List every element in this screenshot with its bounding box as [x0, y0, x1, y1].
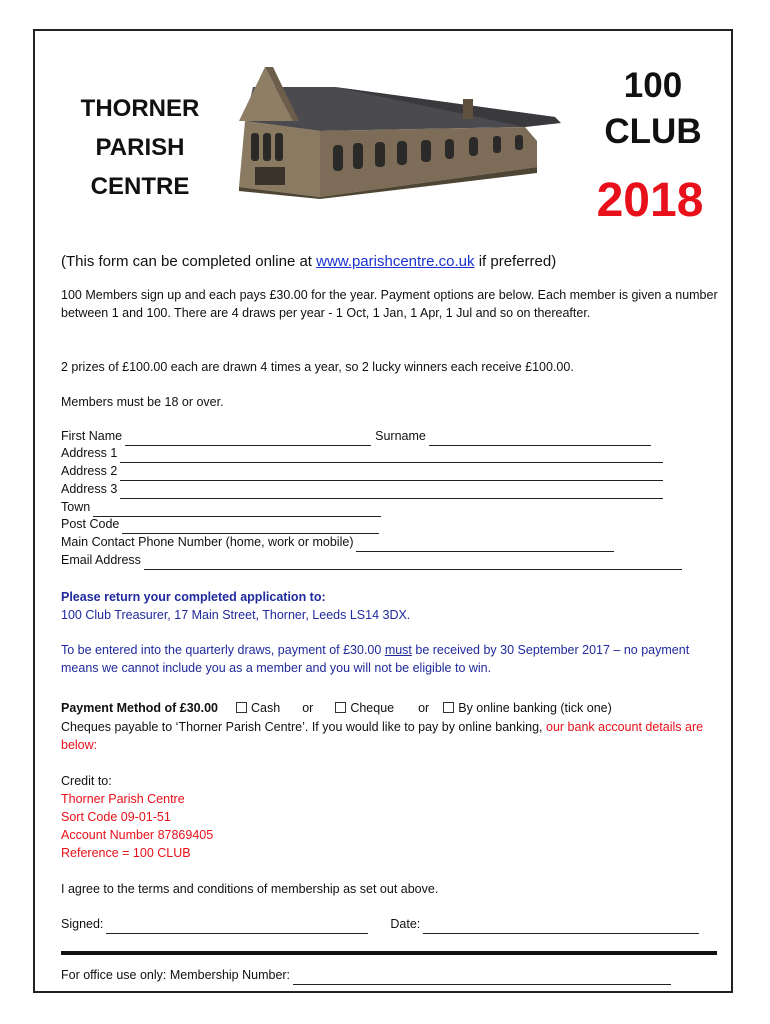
cheque-checkbox[interactable] [335, 702, 346, 713]
title-line-3: CENTRE [90, 173, 190, 200]
payment-note-part2: be received by 30 September 2017 – no payment means we cannot include you as a member and you will not be eligible to win. [61, 643, 690, 675]
intro-paragraph-1: 100 Members sign up and each pays £30.00 for the year. Payment options are below. Each member is given a number between 1 and 100. There are 4 draws per year - 1 Oct, 1 Jan, 1 Apr, 1 Jul and so on thereafter. [61, 288, 718, 320]
signature-field[interactable] [106, 921, 368, 934]
address3-field[interactable] [120, 486, 663, 499]
office-use-row [61, 967, 721, 985]
online-banking-label: By online banking (tick one) [458, 701, 612, 715]
town-label: Town [61, 500, 91, 514]
phone-label: Main Contact Phone Number (home, work or mobile) [61, 535, 354, 549]
credit-to-label: Credit to: [61, 774, 112, 788]
address2-row [61, 463, 721, 481]
email-row [61, 552, 721, 570]
surname-label: Surname [375, 429, 426, 443]
signature-row [61, 916, 721, 934]
cheques-payable-note [61, 718, 721, 754]
town-row [61, 499, 721, 517]
separator-rule [61, 951, 717, 955]
date-label: Date: [390, 917, 421, 931]
payment-method-row [61, 700, 721, 718]
membership-number-field[interactable] [293, 972, 671, 985]
town-field[interactable] [93, 504, 381, 517]
website-link[interactable]: www.parishcentre.co.uk [316, 253, 475, 270]
parish-centre-building-image [225, 49, 570, 199]
surname-field[interactable] [429, 433, 651, 446]
online-note-suffix: if preferred) [474, 253, 557, 270]
bank-details-pointer: our bank account details are below: [61, 720, 704, 752]
intro-paragraph-3: Members must be 18 or over. [61, 395, 224, 409]
payment-deadline-note [61, 641, 721, 677]
payment-note-must: must [384, 643, 412, 657]
name-row [61, 428, 721, 446]
club-line-1: 100 [623, 66, 683, 105]
club-line-2: CLUB [604, 112, 702, 151]
bank-reference: Reference = 100 CLUB [61, 846, 191, 860]
online-note [61, 253, 556, 270]
phone-row [61, 534, 721, 552]
address2-label: Address 2 [61, 464, 118, 478]
cheques-payable-text: Cheques payable to ‘Thorner Parish Centre’. If you would like to pay by online banking, [61, 720, 547, 734]
address3-row [61, 481, 721, 499]
bank-account-name: Thorner Parish Centre [61, 792, 185, 806]
payment-note-part1: To be entered into the quarterly draws, payment of £30.00 [61, 643, 385, 657]
form-page [33, 29, 733, 993]
address2-field[interactable] [120, 468, 663, 481]
first-name-label: First Name [61, 429, 123, 443]
return-address: 100 Club Treasurer, 17 Main Street, Thorner, Leeds LS14 3DX. [61, 608, 411, 622]
cash-checkbox[interactable] [236, 702, 247, 713]
first-name-field[interactable] [125, 433, 371, 446]
address1-field[interactable] [120, 450, 663, 463]
online-note-prefix: (This form can be completed online at [61, 253, 317, 270]
address1-row [61, 445, 721, 463]
postcode-label: Post Code [61, 517, 120, 531]
email-label: Email Address [61, 553, 141, 567]
office-use-label: For office use only: Membership Number: [61, 968, 291, 982]
payment-method-label: Payment Method of £30.00 [61, 701, 218, 715]
return-heading: Please return your completed application to: [61, 590, 326, 604]
date-field[interactable] [423, 921, 699, 934]
bank-sort-code: Sort Code 09-01-51 [61, 810, 171, 824]
email-field[interactable] [144, 557, 682, 570]
intro-paragraph-2: 2 prizes of £100.00 each are drawn 4 times a year, so 2 lucky winners each receive £100.00. [61, 360, 574, 374]
address1-label: Address 1 [61, 446, 118, 460]
cheque-label: Cheque [350, 701, 395, 715]
agreement-text: I agree to the terms and conditions of membership as set out above. [61, 882, 439, 896]
or-label-2: or [418, 701, 430, 715]
signed-label: Signed: [61, 917, 104, 931]
year-title: 2018 [596, 174, 704, 227]
or-label-1: or [302, 701, 314, 715]
postcode-row [61, 516, 721, 534]
title-line-2: PARISH [95, 134, 185, 161]
title-line-1: THORNER [80, 95, 200, 122]
postcode-field[interactable] [122, 521, 379, 534]
cash-label: Cash [251, 701, 281, 715]
address3-label: Address 3 [61, 482, 118, 496]
bank-account-number: Account Number 87869405 [61, 828, 214, 842]
online-banking-checkbox[interactable] [443, 702, 454, 713]
organisation-title [65, 89, 215, 206]
club-title [583, 63, 723, 155]
phone-field[interactable] [356, 539, 614, 552]
